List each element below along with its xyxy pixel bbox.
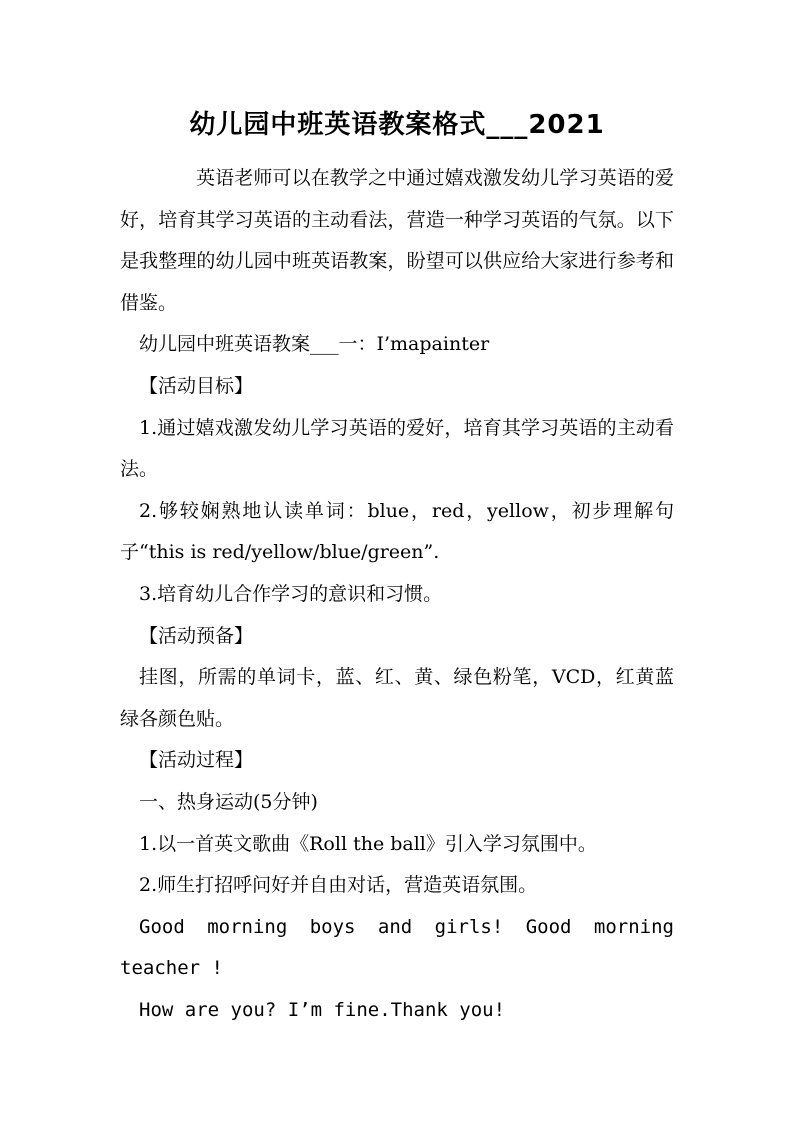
- goal-item-2: 2.够较娴熟地认读单词：blue，red，yellow，初步理解句子“this is red/yellow/blue/green”.: [120, 499, 674, 564]
- prep-materials: 挂图，所需的单词卡，蓝、红、黄、绿色粉笔，VCD，红黄蓝绿各颜色贴。: [120, 666, 674, 730]
- dialogue-line-1b: teacher !: [120, 957, 223, 980]
- goal-item-1: 1.通过嬉戏激发幼儿学习英语的爱好，培育其学习英语的主动看法。: [120, 416, 674, 481]
- process-step-1-2: 2.师生打招呼问好并自由对话，营造英语氛围。: [139, 874, 538, 897]
- goal-item-3: 3.培育幼儿合作学习的意识和习惯。: [139, 582, 443, 605]
- dialogue-line-1a: Good morning boys and girls! Good morning: [139, 915, 674, 938]
- document-body: [120, 158, 674, 1031]
- lesson-title: 幼儿园中班英语教案___一：I’mapainter: [139, 333, 490, 356]
- process-step-1-1: 1.以一首英文歌曲《Roll the ball》引入学习氛围中。: [139, 832, 597, 855]
- section-heading-goals: 【活动目标】: [139, 374, 254, 397]
- intro-paragraph: 英语老师可以在教学之中通过嬉戏激发幼儿学习英语的爱好，培育其学习英语的主动看法，营造一种学习英语的气氛。以下是我整理的幼儿园中班英语教案，盼望可以供应给大家进行参考和借鉴。: [120, 167, 674, 314]
- section-heading-prep: 【活动预备】: [139, 624, 254, 647]
- process-step-1: 一、热身运动(5分钟): [139, 790, 318, 813]
- section-heading-process: 【活动过程】: [139, 749, 254, 772]
- document-title: 幼儿园中班英语教案格式___2021: [189, 110, 605, 140]
- dialogue-line-2: How are you? I’m fine.Thank you!: [139, 998, 506, 1021]
